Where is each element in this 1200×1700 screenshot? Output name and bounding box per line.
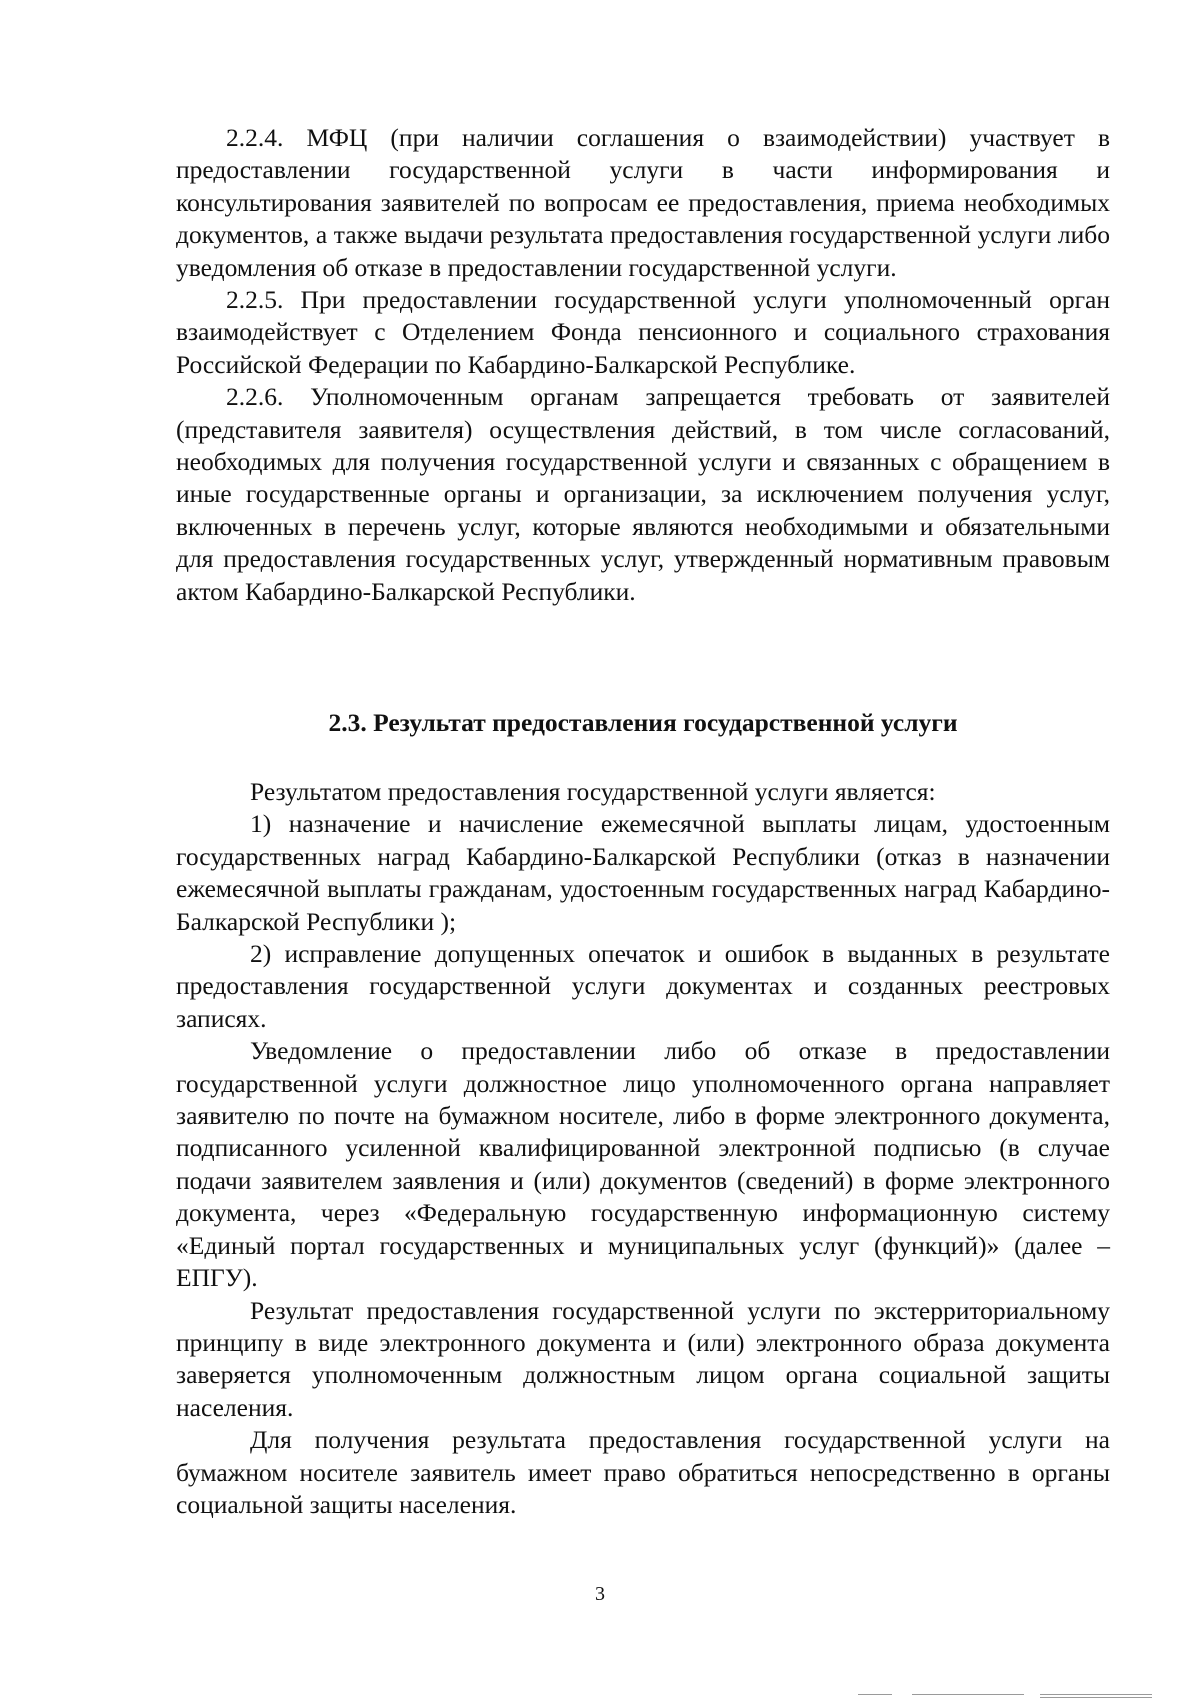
- section-heading: 2.3. Результат предоставления государственной услуги: [328, 708, 958, 737]
- page-number: 3: [595, 1583, 605, 1605]
- result-item-2: 2) исправление допущенных опечаток и ошибок в выданных в результате предоставления государственной услуги документах и созданных реестровых записях.: [176, 939, 1110, 1033]
- body-text-top: [176, 122, 1110, 608]
- scan-artifact-line: [1040, 1694, 1152, 1695]
- scan-artifact-line: [1040, 1697, 1152, 1698]
- scan-artifact-line: [912, 1694, 1024, 1695]
- paragraph-2-2-6: 2.2.6. Уполномоченным органам запрещается требовать от заявителей (представителя заявителя) осуществления действий, в том числе согласований, необходимых для получения государственной услуги и связанных с обращением в иные государственные органы и организации, за исключением получения услуг, включенных в перечень услуг, которые являются необходимыми и обязательными для предоставления государственных услуг, утвержденный нормативным правовым актом Кабардино-Балкарской Республики.: [176, 382, 1110, 606]
- paper-result-paragraph: Для получения результата предоставления государственной услуги на бумажном носителе заявитель имеет право обратиться непосредственно в органы социальной защиты населения.: [176, 1425, 1110, 1519]
- body-text-bottom: [176, 776, 1110, 1521]
- result-intro-paragraph: Результатом предоставления государственной услуги является:: [250, 777, 936, 806]
- extraterritorial-paragraph: Результат предоставления государственной услуги по экстерриториальному принципу в виде электронного документа и (или) электронного образа документа заверяется уполномоченным должностным лицом органа социальной защиты населения.: [176, 1295, 1110, 1422]
- paragraph-2-2-5: 2.2.5. При предоставлении государственной услуги уполномоченный орган взаимодействует с Отделением Фонда пенсионного и социального страхования Российской Федерации по Кабардино-Балкарской Республике.: [176, 285, 1110, 379]
- scan-artifact-line: [858, 1694, 892, 1695]
- result-item-1: 1) назначение и начисление ежемесячной выплаты лицам, удостоенным государственных наград Кабардино-Балкарской Республики (отказ в назначении ежемесячной выплаты гражданам, удостоенным государственных наград Кабардино-Балкарской Республики );: [176, 809, 1110, 936]
- notification-paragraph: Уведомление о предоставлении либо об отказе в предоставлении государственной услуги должностное лицо уполномоченного органа направляет заявителю по почте на бумажном носителе, либо в форме электронного документа, подписанного усиленной квалифицированной электронной подписью (в случае подачи заявителем заявления и (или) документов (сведений) в форме электронного документа, через «Федеральную государственную информационную систему «Единый портал государственных и муниципальных услуг (функций)» (далее – ЕПГУ).: [176, 1036, 1110, 1293]
- paragraph-2-2-4: 2.2.4. МФЦ (при наличии соглашения о взаимодействии) участвует в предоставлении государственной услуги в части информирования и консультирования заявителей по вопросам ее предоставления, приема необходимых документов, а также выдачи результата предоставления государственной услуги либо уведомления об отказе в предоставлении государственной услуги.: [176, 123, 1110, 282]
